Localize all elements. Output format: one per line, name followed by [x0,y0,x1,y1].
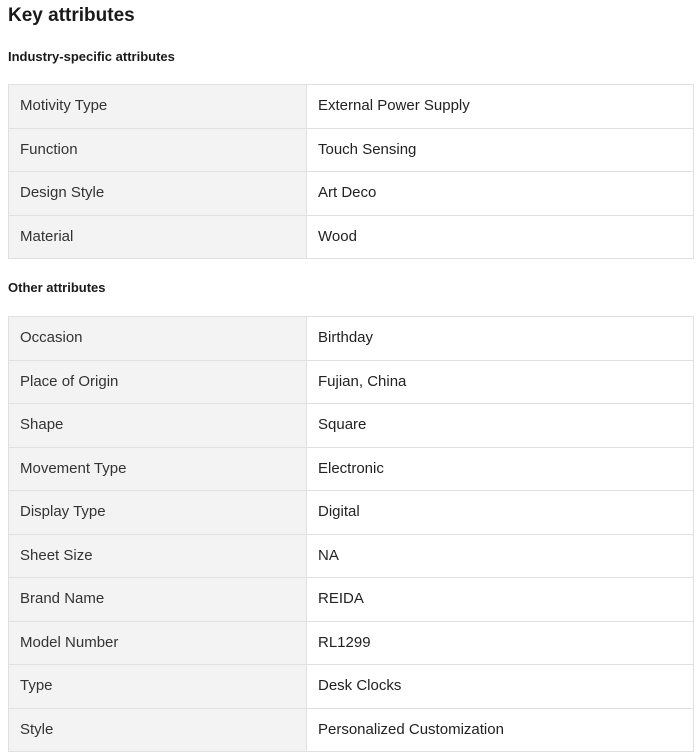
table-row [9,172,694,216]
attribute-key: Type [9,665,307,709]
table-row [9,404,694,448]
attribute-key: Display Type [9,491,307,535]
attribute-key: Occasion [9,317,307,361]
attribute-value: Electronic [307,447,694,491]
attribute-key: Design Style [9,172,307,216]
table-row [9,491,694,535]
table-row [9,534,694,578]
table-row [9,215,694,259]
page-title: Key attributes [8,5,135,26]
attribute-value: REIDA [307,578,694,622]
table-row [9,708,694,752]
attribute-value: Personalized Customization [307,708,694,752]
other-attributes-heading: Other attributes [8,280,106,295]
attribute-value: Digital [307,491,694,535]
attribute-key: Place of Origin [9,360,307,404]
industry-attributes-table [8,84,694,259]
attribute-key: Model Number [9,621,307,665]
attribute-value: External Power Supply [307,85,694,129]
attribute-value: Fujian, China [307,360,694,404]
attribute-value: Touch Sensing [307,128,694,172]
attribute-key: Brand Name [9,578,307,622]
attribute-value: Square [307,404,694,448]
attribute-value: RL1299 [307,621,694,665]
attribute-key: Material [9,215,307,259]
table-row [9,128,694,172]
table-row [9,85,694,129]
attribute-value: Art Deco [307,172,694,216]
other-attributes-table [8,316,694,752]
table-row [9,447,694,491]
attribute-value: NA [307,534,694,578]
table-row [9,578,694,622]
attribute-key: Motivity Type [9,85,307,129]
attribute-key: Movement Type [9,447,307,491]
industry-attributes-heading: Industry-specific attributes [8,49,175,64]
attribute-key: Shape [9,404,307,448]
attribute-value: Desk Clocks [307,665,694,709]
attribute-key: Sheet Size [9,534,307,578]
attribute-key: Style [9,708,307,752]
attribute-value: Wood [307,215,694,259]
attribute-value: Birthday [307,317,694,361]
table-row [9,360,694,404]
table-row [9,317,694,361]
table-row [9,621,694,665]
attribute-key: Function [9,128,307,172]
table-row [9,665,694,709]
